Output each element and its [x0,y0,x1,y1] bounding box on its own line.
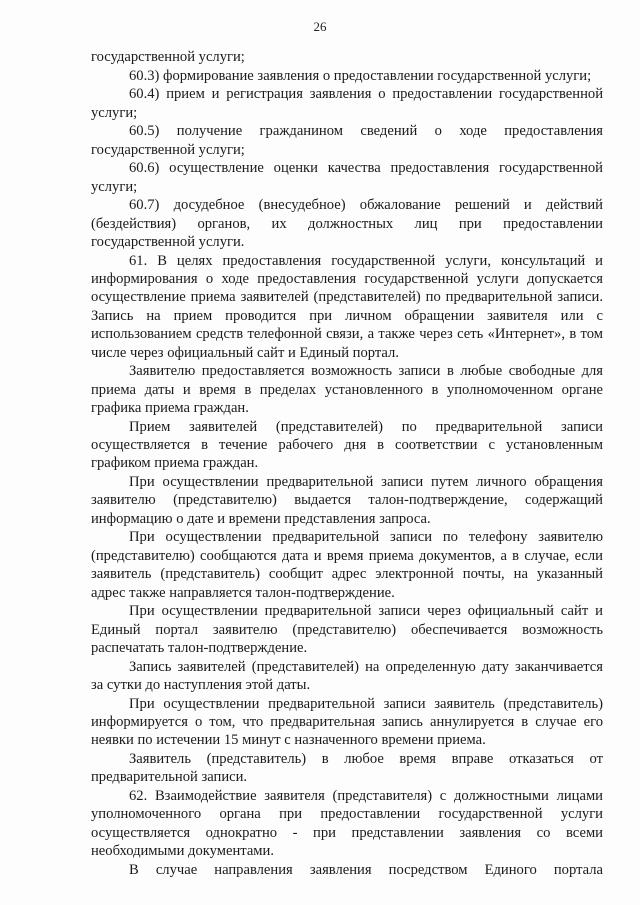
paragraph: Заявитель (представитель) в любое время вправе отказаться от предварительной записи. [91,751,603,786]
paragraph: государственной услуги; [91,49,245,65]
paragraph: При осуществлении предварительной записи через официальный сайт и Единый портал заявителю (представителю) обеспечивается возможность распечатать талон-подтверждение. [91,603,603,657]
paragraph: Прием заявителей (представителей) по предварительной записи осуществляется в течение рабочего дня в соответствии с установленным графиком приема граждан. [91,418,603,472]
paragraph: 60.5) получение гражданином сведений о ходе предоставления государственной услуги; [91,123,603,158]
page-number: 26 [313,19,327,34]
paragraph: При осуществлении предварительной записи заявитель (представитель) информируется о том, что предварительная запись аннулируется в случае его неявки по истечении 15 минут с назначенного времени приема. [91,695,603,749]
paragraph: Заявителю предоставляется возможность записи в любые свободные для приема даты и время в пределах установленного в уполномоченном органе графика приема граждан. [91,363,603,417]
paragraph: При осуществлении предварительной записи по телефону заявителю (представителю) сообщаются дата и время приема документов, а в случае, если заявитель (представитель) сообщит адрес электронной почты, на указанный адрес также направляется талон-подтверждение. [91,529,603,601]
paragraph: 60.3) формирование заявления о предоставлении государственной услуги; [129,67,592,84]
paragraph: 62. Взаимодействие заявителя (представителя) с должностными лицами уполномоченного органа при предоставлении государственной услуги осуществляется однократно - при представлении заявления со всеми необходимыми документами. [91,788,603,860]
paragraph: 60.4) прием и регистрация заявления о предоставлении государственной услуги; [91,86,603,121]
paragraph: 60.7) досудебное (внесудебное) обжалование решений и действий (бездействия) органов, их должностных лиц при предоставлении государственной услуги. [91,197,603,250]
paragraph: При осуществлении предварительной записи путем личного обращения заявителю (представителю) выдается талон-подтверждение, содержащий информацию о дате и времени представления запроса. [91,474,603,527]
paragraph: Запись заявителей (представителей) на определенную дату заканчивается за сутки до наступления этой даты. [91,658,603,694]
document-body [91,48,603,879]
paragraph: 60.6) осуществление оценки качества предоставления государственной услуги; [91,160,603,195]
paragraph: 61. В целях предоставления государственной услуги, консультаций и информирования о ходе предоставления государственной услуги допускается осуществление приема заявителей (представителей) по предварительной записи. Запись на прием проводится при личном обращении заявителя или с использованием средств телефонной связи, а также через сеть «Интернет», в том числе через официальный сайт и Единый портал. [91,252,603,361]
paragraph: В случае направления заявления посредством Единого портала [129,861,603,878]
